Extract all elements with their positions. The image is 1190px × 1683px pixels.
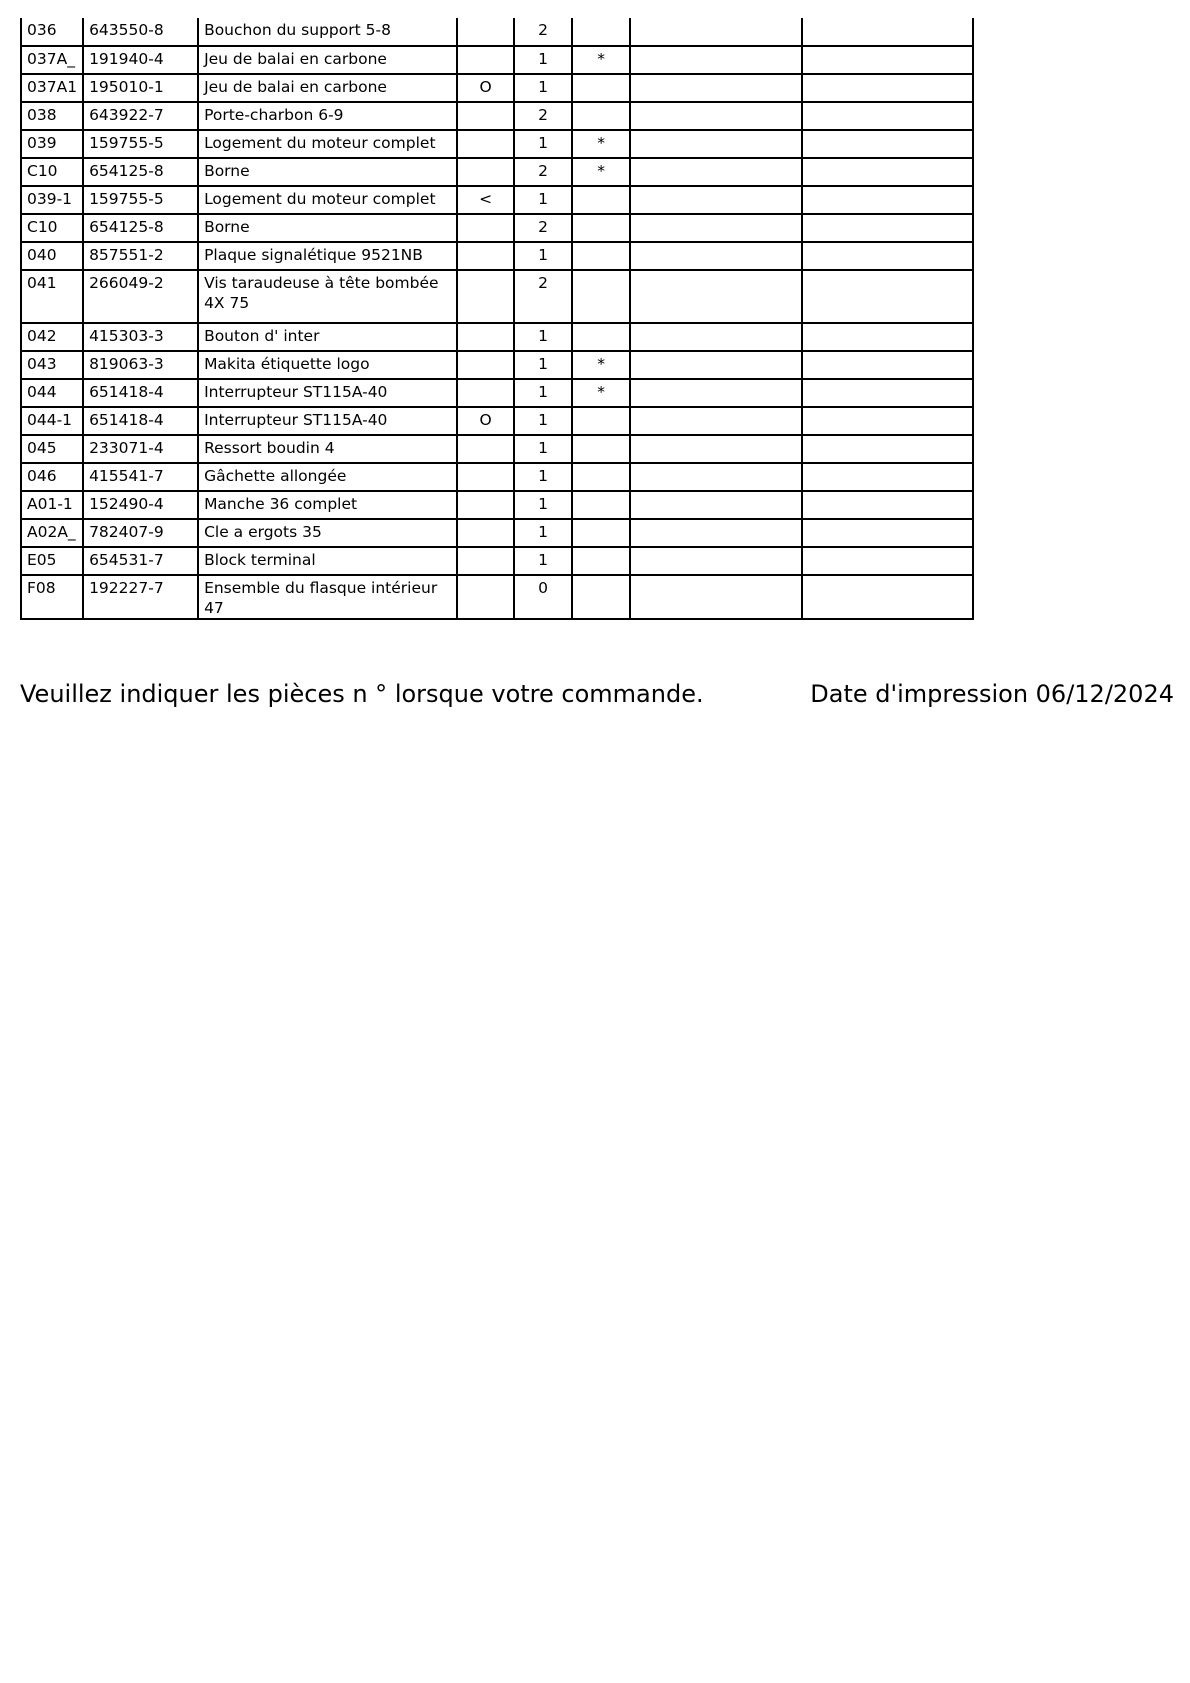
note-cell — [572, 463, 630, 491]
mark-cell — [457, 158, 514, 186]
table-row — [21, 158, 973, 186]
empty-cell — [802, 158, 973, 186]
reference-cell: 191940-4 — [83, 46, 198, 74]
note-cell — [572, 74, 630, 102]
empty-cell — [630, 102, 802, 130]
table-row — [21, 575, 973, 619]
mark-cell — [457, 130, 514, 158]
note-cell — [572, 491, 630, 519]
note-cell — [572, 519, 630, 547]
description-cell: Logement du moteur complet — [198, 130, 457, 158]
quantity-cell: 0 — [514, 575, 572, 619]
part-number-cell: F08 — [21, 575, 83, 619]
empty-cell — [802, 130, 973, 158]
table-row — [21, 18, 973, 46]
empty-cell — [802, 102, 973, 130]
empty-cell — [802, 351, 973, 379]
part-number-cell: C10 — [21, 158, 83, 186]
part-number-cell: 044 — [21, 379, 83, 407]
mark-cell: < — [457, 186, 514, 214]
empty-cell — [630, 18, 802, 46]
part-number-cell: 039 — [21, 130, 83, 158]
part-number-cell: 040 — [21, 242, 83, 270]
reference-cell: 654125-8 — [83, 214, 198, 242]
part-number-cell: A02A_ — [21, 519, 83, 547]
quantity-cell: 1 — [514, 491, 572, 519]
reference-cell: 415541-7 — [83, 463, 198, 491]
empty-cell — [802, 407, 973, 435]
empty-cell — [630, 242, 802, 270]
mark-cell — [457, 435, 514, 463]
reference-cell: 654125-8 — [83, 158, 198, 186]
empty-cell — [630, 46, 802, 74]
description-cell: Manche 36 complet — [198, 491, 457, 519]
description-cell: Ensemble du flasque intérieur 47 — [198, 575, 457, 619]
note-cell — [572, 270, 630, 323]
mark-cell — [457, 18, 514, 46]
reference-cell: 159755-5 — [83, 186, 198, 214]
part-number-cell: A01-1 — [21, 491, 83, 519]
table-row — [21, 46, 973, 74]
quantity-cell: 1 — [514, 435, 572, 463]
note-cell: * — [572, 351, 630, 379]
table-row — [21, 102, 973, 130]
empty-cell — [802, 463, 973, 491]
description-cell: Interrupteur ST115A-40 — [198, 407, 457, 435]
part-number-cell: 037A_ — [21, 46, 83, 74]
note-cell — [572, 18, 630, 46]
mark-cell — [457, 575, 514, 619]
reference-cell: 195010-1 — [83, 74, 198, 102]
mark-cell — [457, 379, 514, 407]
mark-cell: O — [457, 74, 514, 102]
quantity-cell: 1 — [514, 463, 572, 491]
note-cell: * — [572, 379, 630, 407]
empty-cell — [630, 463, 802, 491]
empty-cell — [802, 74, 973, 102]
empty-cell — [802, 323, 973, 351]
reference-cell: 159755-5 — [83, 130, 198, 158]
table-row — [21, 186, 973, 214]
reference-cell: 233071-4 — [83, 435, 198, 463]
empty-cell — [802, 547, 973, 575]
part-number-cell: E05 — [21, 547, 83, 575]
note-cell — [572, 214, 630, 242]
note-cell — [572, 575, 630, 619]
empty-cell — [630, 575, 802, 619]
mark-cell — [457, 547, 514, 575]
print-date: Date d'impression 06/12/2024 — [810, 680, 1174, 708]
note-cell: * — [572, 130, 630, 158]
parts-table-body — [21, 18, 973, 619]
reference-cell: 651418-4 — [83, 379, 198, 407]
note-cell — [572, 547, 630, 575]
note-cell — [572, 323, 630, 351]
empty-cell — [630, 491, 802, 519]
parts-table — [20, 18, 974, 620]
empty-cell — [630, 407, 802, 435]
reference-cell: 857551-2 — [83, 242, 198, 270]
quantity-cell: 1 — [514, 186, 572, 214]
empty-cell — [630, 351, 802, 379]
table-row — [21, 242, 973, 270]
description-cell: Porte-charbon 6-9 — [198, 102, 457, 130]
mark-cell — [457, 491, 514, 519]
description-cell: Block terminal — [198, 547, 457, 575]
reference-cell: 643550-8 — [83, 18, 198, 46]
reference-cell: 654531-7 — [83, 547, 198, 575]
description-cell: Cle a ergots 35 — [198, 519, 457, 547]
quantity-cell: 1 — [514, 407, 572, 435]
reference-cell: 643922-7 — [83, 102, 198, 130]
quantity-cell: 1 — [514, 74, 572, 102]
note-cell: * — [572, 158, 630, 186]
part-number-cell: 038 — [21, 102, 83, 130]
description-cell: Makita étiquette logo — [198, 351, 457, 379]
description-cell: Borne — [198, 158, 457, 186]
quantity-cell: 1 — [514, 130, 572, 158]
note-cell — [572, 102, 630, 130]
reference-cell: 266049-2 — [83, 270, 198, 323]
quantity-cell: 1 — [514, 379, 572, 407]
mark-cell — [457, 242, 514, 270]
description-cell: Vis taraudeuse à tête bombée 4X 75 — [198, 270, 457, 323]
empty-cell — [802, 186, 973, 214]
empty-cell — [802, 491, 973, 519]
description-cell: Interrupteur ST115A-40 — [198, 379, 457, 407]
empty-cell — [630, 158, 802, 186]
description-cell: Borne — [198, 214, 457, 242]
table-row — [21, 519, 973, 547]
quantity-cell: 1 — [514, 46, 572, 74]
mark-cell — [457, 102, 514, 130]
mark-cell — [457, 519, 514, 547]
empty-cell — [802, 575, 973, 619]
empty-cell — [630, 130, 802, 158]
table-row — [21, 547, 973, 575]
mark-cell — [457, 46, 514, 74]
quantity-cell: 1 — [514, 323, 572, 351]
empty-cell — [630, 214, 802, 242]
description-cell: Ressort boudin 4 — [198, 435, 457, 463]
empty-cell — [630, 270, 802, 323]
reference-cell: 415303-3 — [83, 323, 198, 351]
part-number-cell: C10 — [21, 214, 83, 242]
part-number-cell: 039-1 — [21, 186, 83, 214]
empty-cell — [802, 242, 973, 270]
note-cell — [572, 186, 630, 214]
part-number-cell: 036 — [21, 18, 83, 46]
description-cell: Plaque signalétique 9521NB — [198, 242, 457, 270]
table-row — [21, 323, 973, 351]
part-number-cell: 042 — [21, 323, 83, 351]
quantity-cell: 2 — [514, 18, 572, 46]
reference-cell: 651418-4 — [83, 407, 198, 435]
empty-cell — [630, 379, 802, 407]
note-cell: * — [572, 46, 630, 74]
empty-cell — [630, 186, 802, 214]
quantity-cell: 2 — [514, 158, 572, 186]
quantity-cell: 2 — [514, 214, 572, 242]
note-cell — [572, 435, 630, 463]
empty-cell — [802, 214, 973, 242]
empty-cell — [802, 435, 973, 463]
table-row — [21, 351, 973, 379]
part-number-cell: 043 — [21, 351, 83, 379]
table-row — [21, 463, 973, 491]
part-number-cell: 045 — [21, 435, 83, 463]
mark-cell — [457, 323, 514, 351]
reference-cell: 192227-7 — [83, 575, 198, 619]
description-cell: Jeu de balai en carbone — [198, 74, 457, 102]
part-number-cell: 044-1 — [21, 407, 83, 435]
table-row — [21, 435, 973, 463]
description-cell: Bouchon du support 5-8 — [198, 18, 457, 46]
note-cell — [572, 242, 630, 270]
description-cell: Jeu de balai en carbone — [198, 46, 457, 74]
quantity-cell: 1 — [514, 547, 572, 575]
mark-cell — [457, 270, 514, 323]
quantity-cell: 2 — [514, 270, 572, 323]
table-row — [21, 379, 973, 407]
table-row — [21, 270, 973, 323]
reference-cell: 152490-4 — [83, 491, 198, 519]
empty-cell — [802, 519, 973, 547]
description-cell: Gâchette allongée — [198, 463, 457, 491]
empty-cell — [802, 270, 973, 323]
part-number-cell: 041 — [21, 270, 83, 323]
empty-cell — [630, 547, 802, 575]
part-number-cell: 037A1 — [21, 74, 83, 102]
mark-cell — [457, 214, 514, 242]
mark-cell — [457, 463, 514, 491]
empty-cell — [802, 18, 973, 46]
order-notice: Veuillez indiquer les pièces n ° lorsque votre commande. — [20, 680, 704, 708]
reference-cell: 782407-9 — [83, 519, 198, 547]
note-cell — [572, 407, 630, 435]
part-number-cell: 046 — [21, 463, 83, 491]
empty-cell — [630, 323, 802, 351]
empty-cell — [802, 379, 973, 407]
description-cell: Logement du moteur complet — [198, 186, 457, 214]
table-row — [21, 130, 973, 158]
reference-cell: 819063-3 — [83, 351, 198, 379]
quantity-cell: 2 — [514, 102, 572, 130]
table-row — [21, 491, 973, 519]
table-row — [21, 407, 973, 435]
empty-cell — [630, 74, 802, 102]
quantity-cell: 1 — [514, 242, 572, 270]
mark-cell — [457, 351, 514, 379]
table-row — [21, 74, 973, 102]
quantity-cell: 1 — [514, 351, 572, 379]
quantity-cell: 1 — [514, 519, 572, 547]
empty-cell — [802, 46, 973, 74]
description-cell: Bouton d' inter — [198, 323, 457, 351]
empty-cell — [630, 519, 802, 547]
mark-cell: O — [457, 407, 514, 435]
table-row — [21, 214, 973, 242]
empty-cell — [630, 435, 802, 463]
